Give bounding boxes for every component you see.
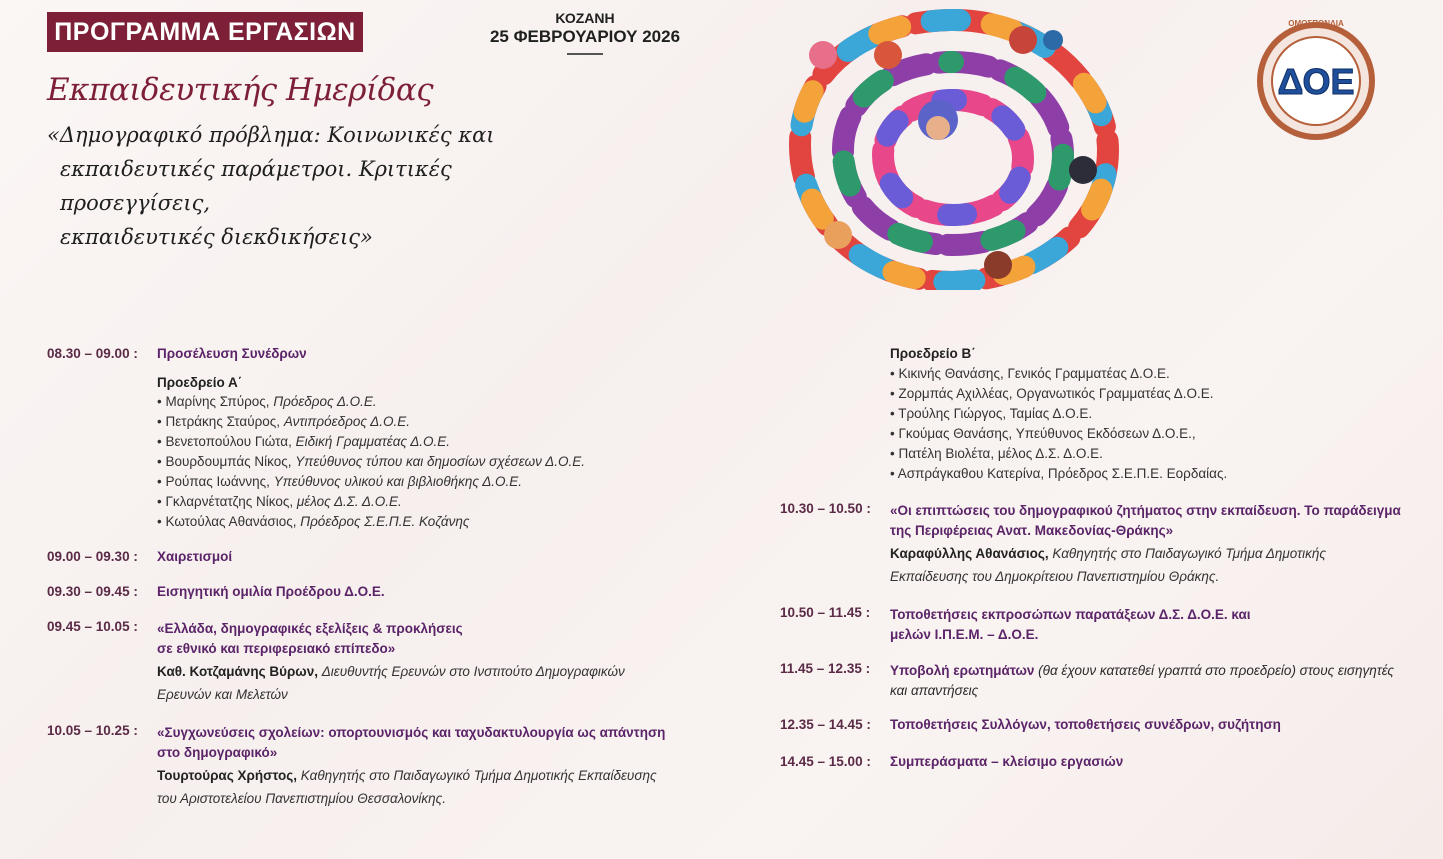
session-title: σε εθνικό και περιφερειακό επίπεδο» xyxy=(157,641,396,656)
chair-member: • Γκλαρνέτατζης Νίκος, μέλος Δ.Σ. Δ.Ο.Ε. xyxy=(157,494,402,509)
chair-member: • Τρούλης Γιώργος, Ταμίας Δ.Ο.Ε. xyxy=(890,406,1093,421)
chair-b-block xyxy=(780,346,1420,481)
topic-line: «Δημογραφικό πρόβλημα: Κοινωνικές και xyxy=(47,123,495,147)
chair-member: • Κικινής Θανάσης, Γενικός Γραμματέας Δ.Ο.Ε. xyxy=(890,366,1170,381)
event-city: ΚΟΖΑΝΗ xyxy=(555,10,615,26)
svg-text:ΟΜΟΣΠΟΝΔΙΑ: ΟΜΟΣΠΟΝΔΙΑ xyxy=(1288,19,1344,28)
speaker-line: Καθ. Κοτζαμάνης Βύρων, Διευθυντής Ερευνών στο Ινστιτούτο Δημογραφικών xyxy=(157,664,625,679)
time-slot: 10.50 – 11.45 : xyxy=(780,605,871,620)
session-title: μελών Ι.Π.Ε.Μ. – Δ.Ο.Ε. xyxy=(890,627,1039,642)
schedule-row xyxy=(47,549,687,564)
schedule-row xyxy=(47,346,687,361)
chair-a-block xyxy=(47,375,687,529)
time-slot: 10.30 – 10.50 : xyxy=(780,501,871,516)
chair-member: • Ρούπας Ιωάννης, Υπεύθυνος υλικού και βιβλιοθήκης Δ.Ο.Ε. xyxy=(157,474,523,489)
event-subtitle: Εκπαιδευτικής Ημερίδας xyxy=(47,72,434,108)
time-slot: 09.00 – 09.30 : xyxy=(47,549,138,564)
time-slot: 11.45 – 12.35 : xyxy=(780,661,871,676)
schedule-row xyxy=(780,754,1420,769)
chair-member: • Πατέλη Βιολέτα, μέλος Δ.Σ. Δ.Ο.Ε. xyxy=(890,446,1103,461)
session-title: Τοποθετήσεις εκπροσώπων παρατάξεων Δ.Σ. Δ.Ο.Ε. και xyxy=(890,607,1251,622)
session-title: «Ελλάδα, δημογραφικές εξελίξεις & προκλήσεις xyxy=(157,621,463,636)
schedule-row xyxy=(47,723,687,809)
chair-title: Προεδρείο Α΄ xyxy=(157,375,243,390)
session-title: Υποβολή ερωτημάτων (θα έχουν κατατεθεί γραπτά στο προεδρείο) στους εισηγητές xyxy=(890,663,1394,678)
topic-line: εκπαιδευτικές διεκδικήσεις» xyxy=(60,225,373,249)
chair-member: • Βενετοπούλου Γιώτα, Ειδική Γραμματέας Δ.Ο.Ε. xyxy=(157,434,451,449)
time-slot: 09.30 – 09.45 : xyxy=(47,584,138,599)
people-circle-illustration xyxy=(778,0,1123,290)
time-slot: 08.30 – 09.00 : xyxy=(47,346,138,361)
schedule-row xyxy=(780,717,1420,732)
chair-member: • Μαρίνης Σπύρος, Πρόεδρος Δ.Ο.Ε. xyxy=(157,394,377,409)
session-title: «Οι επιπτώσεις του δημογραφικού ζητήματος στην εκπαίδευση. Το παράδειγμα xyxy=(890,503,1401,518)
session-title: «Συγχωνεύσεις σχολείων: οπορτουνισμός και ταχυδακτυλουργία ως απάντηση xyxy=(157,725,666,740)
schedule-row xyxy=(47,584,687,599)
chair-member: • Πετράκης Σταύρος, Αντιπρόεδρος Δ.Ο.Ε. xyxy=(157,414,410,429)
chair-member: • Γκούμας Θανάσης, Υπεύθυνος Εκδόσεων Δ.Ο.Ε., xyxy=(890,426,1196,441)
svg-text:ΔΟΕ: ΔΟΕ xyxy=(1277,61,1355,102)
chair-title: Προεδρείο Β΄ xyxy=(890,346,976,361)
session-note: και απαντήσεις xyxy=(890,683,979,698)
session-title: Προσέλευση Συνέδρων xyxy=(157,346,307,361)
session-title: Χαιρετισμοί xyxy=(157,549,233,564)
program-left-column xyxy=(47,346,687,809)
doe-logo xyxy=(1256,6,1376,156)
event-topic xyxy=(47,118,607,254)
event-date: 25 ΦΕΒΡΟΥΑΡΙΟΥ 2026 xyxy=(489,27,681,46)
session-title: της Περιφέρειας Ανατ. Μακεδονίας-Θράκης» xyxy=(890,523,1174,538)
session-title: Εισηγητική ομιλία Προέδρου Δ.Ο.Ε. xyxy=(157,584,385,599)
time-slot: 14.45 – 15.00 : xyxy=(780,754,871,769)
divider xyxy=(567,53,603,55)
session-title: Τοποθετήσεις Συλλόγων, τοποθετήσεις συνέδρων, συζήτηση xyxy=(890,717,1281,732)
schedule-row xyxy=(780,661,1420,701)
chair-member: • Βουρδουμπάς Νίκος, Υπεύθυνος τύπου και δημοσίων σχέσεων Δ.Ο.Ε. xyxy=(157,454,585,469)
event-place-date xyxy=(470,10,700,55)
time-slot: 12.35 – 14.45 : xyxy=(780,717,871,732)
session-title: στο δημογραφικό» xyxy=(157,745,278,760)
speaker-line: Τουρτούρας Χρήστος, Καθηγητής στο Παιδαγωγικό Τμήμα Δημοτικής Εκπαίδευσης xyxy=(157,768,657,783)
schedule-row xyxy=(780,605,1420,645)
program-banner: ΠΡΟΓΡΑΜΜΑ ΕΡΓΑΣΙΩΝ xyxy=(47,12,363,52)
schedule-row xyxy=(47,619,687,705)
schedule-row xyxy=(780,501,1420,587)
chair-member: • Ασπράγκαθου Κατερίνα, Πρόεδρος Σ.Ε.Π.Ε. Εορδαίας. xyxy=(890,466,1228,481)
program-right-column xyxy=(780,346,1420,769)
speaker-affiliation: του Αριστοτελείου Πανεπιστημίου Θεσσαλονίκης. xyxy=(157,791,446,806)
time-slot: 09.45 – 10.05 : xyxy=(47,619,138,634)
chair-member: • Ζορμπάς Αχιλλέας, Οργανωτικός Γραμματέας Δ.Ο.Ε. xyxy=(890,386,1214,401)
chair-member: • Κωτούλας Αθανάσιος, Πρόεδρος Σ.Ε.Π.Ε. Κοζάνης xyxy=(157,514,470,529)
speaker-affiliation: Εκπαίδευσης του Δημοκρίτειου Πανεπιστημίου Θράκης. xyxy=(890,569,1220,584)
session-title: Συμπεράσματα – κλείσιμο εργασιών xyxy=(890,754,1124,769)
speaker-affiliation: Ερευνών και Μελετών xyxy=(157,687,288,702)
topic-line: εκπαιδευτικές παράμετροι. Κριτικές προσεγγίσεις, xyxy=(60,157,452,215)
speaker-line: Καραφύλλης Αθανάσιος, Καθηγητής στο Παιδαγωγικό Τμήμα Δημοτικής xyxy=(890,546,1326,561)
time-slot: 10.05 – 10.25 : xyxy=(47,723,138,738)
